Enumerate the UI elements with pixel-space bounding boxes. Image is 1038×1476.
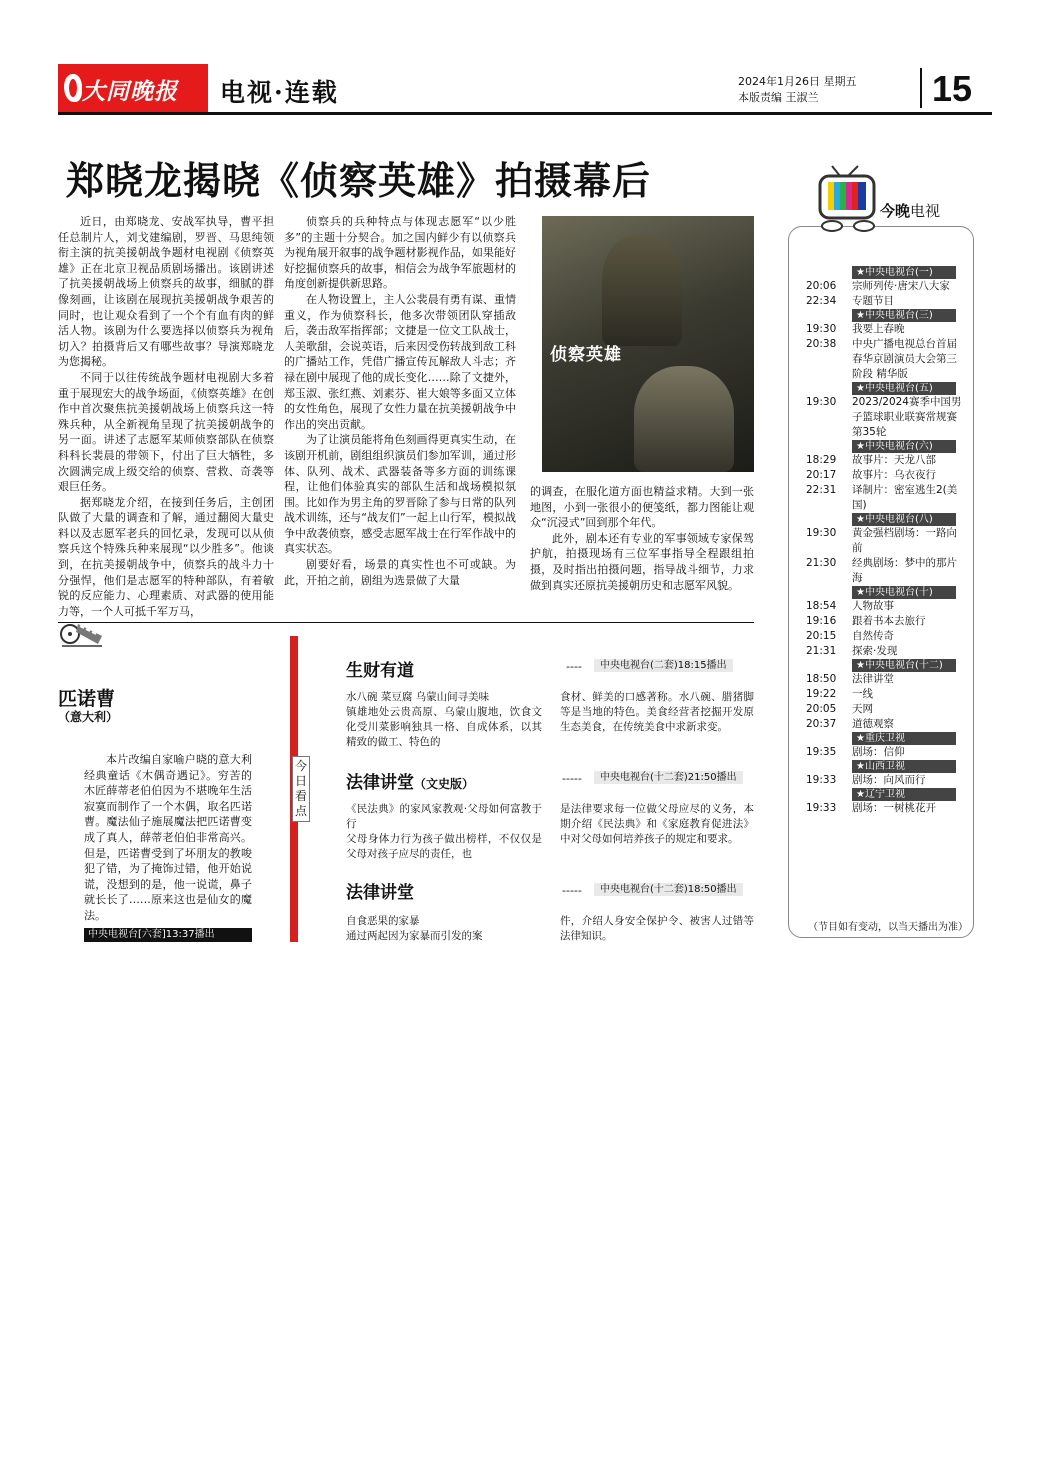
tv-program-row bbox=[806, 801, 966, 816]
tv-listing-title bbox=[880, 200, 940, 221]
tv-program-time: 19:33 bbox=[806, 774, 837, 786]
tv-program-name: 故事片：乌衣夜行 bbox=[852, 469, 936, 481]
tv-channel-label: ★中央电视台(十二) bbox=[852, 659, 956, 672]
program-desc-right: 食材、鲜美的口感著称。水八碗、腊猪脚等是当地的特色。美食经营者挖掘开发原生态美食，在传统美食中求新求变。 bbox=[560, 691, 754, 733]
tv-program-name: 跟着书本去旅行 bbox=[852, 615, 926, 627]
tv-program-name: 经典剧场：梦中的那片海 bbox=[852, 557, 957, 584]
page-number: 15 bbox=[932, 68, 973, 109]
tv-program-row bbox=[806, 599, 966, 614]
tv-program-time: 19:22 bbox=[806, 688, 837, 700]
tv-program-name: 天网 bbox=[852, 703, 873, 715]
article-headline: 郑晓龙揭晓《侦察英雄》拍摄幕后 bbox=[66, 158, 652, 203]
tv-program-row bbox=[806, 483, 966, 513]
program-airtime: 中央电视台(二套)18:15播出 bbox=[594, 659, 733, 672]
today-highlight-label: 今日看点 bbox=[292, 756, 310, 822]
feature-paragraph: 本片改编自家喻户晓的意大利经典童话《木偶奇遇记》。穷苦的木匠薛蒂老伯伯因为不堪晚年生活寂寞而制作了一个木偶，取名匹诺曹。魔法仙子施展魔法把匹诺曹变成了真人，薛蒂老伯伯非常高兴。但是，匹诺曹受到了坏朋友的教唆犯了错，为了掩饰过错，他开始说谎，没想到的是，他一说谎，鼻子就长长了……原来这也是仙女的魔法。 bbox=[84, 753, 252, 922]
tv-program-name: 故事片：天龙八部 bbox=[852, 454, 936, 466]
article-paragraph: 在人物设置上，主人公裴晨有勇有谋、重情重义，作为侦察科长，他多次带领团队穿插敌后，袭击敌军指挥部；文捷是一位文工队战士，人美歌甜，会说英语，后来因受伤转战到敌工科的广播站工作，凭借广播宣传瓦解敌人斗志；齐禄在剧中展现了他的成长变化……除了文捷外，郑玉淑、张红燕、刘素芬、崔大娘等多面又立体的女性角色，展现了女性力量在抗美援朝战争中作出的突出贡献。 bbox=[284, 292, 516, 431]
tv-title-bold: 今晚 bbox=[880, 202, 911, 220]
tv-program-row bbox=[806, 629, 966, 644]
tv-channel-label: ★中央电视台(一) bbox=[852, 266, 956, 279]
tv-channel-label: ★中央电视台(五) bbox=[852, 382, 956, 395]
logo-text: 大同晚报 bbox=[82, 78, 178, 105]
logo-mark-icon bbox=[64, 74, 82, 102]
article-paragraph: 此外，剧本还有专业的军事领域专家保驾护航，拍摄现场有三位军事指导全程跟组拍摄，及时指出拍摄问题，指导战斗细节，力求做到真实还原抗美援朝历史和志愿军风貌。 bbox=[530, 531, 754, 592]
program-desc-left: 《民法典》的家风家教观·父母如何富教于行 父母身体力行为孩子做出榜样，不仅仅是父母对孩子应尽的责任，也 bbox=[346, 803, 542, 860]
program-desc-right: 是法律要求每一位做父母应尽的义务，本期介绍《民法典》和《家庭教育促进法》中对父母如何培养孩子的规定和要求。 bbox=[560, 803, 754, 845]
photo-caption: 侦察英雄 bbox=[550, 345, 622, 365]
tv-program-row bbox=[806, 395, 966, 440]
program-dash: ---- bbox=[566, 660, 582, 673]
article-paragraph: 剧要好看，场景的真实性也不可或缺。为此，开拍之前，剧组为选景做了大量 bbox=[284, 558, 516, 587]
tv-program-name: 法律讲堂 bbox=[852, 673, 894, 685]
photo-figure bbox=[602, 236, 682, 346]
tv-program-time: 18:50 bbox=[806, 673, 837, 685]
program-title: 法律讲堂 bbox=[346, 883, 414, 903]
article-paragraph: 的调查，在服化道方面也精益求精。大到一张地图，小到一张很小的便笺纸，都力图能让观众“沉浸式”回到那个年代。 bbox=[530, 485, 754, 530]
page-editor: 本版责编 王淑兰 bbox=[738, 91, 819, 104]
issue-date: 2024年1月26日 星期五 bbox=[738, 75, 857, 88]
tv-program-name: 道德观察 bbox=[852, 718, 894, 730]
article-column-1 bbox=[58, 214, 274, 618]
tv-program-time: 20:38 bbox=[806, 338, 837, 350]
tv-channel-label: ★重庆卫视 bbox=[852, 732, 956, 745]
tv-program-row bbox=[806, 294, 966, 309]
tv-program-time: 20:15 bbox=[806, 630, 837, 642]
tv-program-row bbox=[806, 687, 966, 702]
tv-program-name: 译制片：密室逃生2(美国) bbox=[852, 484, 958, 511]
tv-channel-label: ★中央电视台(六) bbox=[852, 440, 956, 453]
television-icon bbox=[810, 164, 886, 236]
tv-program-time: 20:37 bbox=[806, 718, 837, 730]
article-paragraph: 为了让演员能将角色刻画得更真实生动，在该剧开机前，剧组组织演员们参加军训，通过形体、队列、战术、武器装备等多方面的训练课程，让他们体验真实的部队生活和战场模拟氛围。比如作为男主角的罗晋除了参与日常的队列战术训练，还与“战友们”一起上山行军，模拟战争中敌袭侦察，感受志愿军战士在行军作战中的真实状态。 bbox=[284, 433, 516, 556]
feature-subtitle: （意大利） bbox=[58, 710, 119, 724]
tv-program-name: 一线 bbox=[852, 688, 873, 700]
tv-program-time: 19:16 bbox=[806, 615, 837, 627]
tv-program-row bbox=[806, 702, 966, 717]
tv-channel-label: ★中央电视台(八) bbox=[852, 513, 956, 526]
program-desc-left: 自食恶果的家暴 通过两起因为家暴而引发的案 bbox=[346, 915, 483, 942]
program-title: 生财有道 bbox=[346, 661, 414, 681]
header-rule bbox=[58, 112, 992, 115]
article-paragraph: 侦察兵的兵种特点与体现志愿军“以少胜多”的主题十分契合。加之国内鲜少有以侦察兵为视角展开叙事的战争题材影视作品，如果能好好挖掘侦察兵的故事，相信会为战争军旅题材的角度创新提供新思路。 bbox=[284, 215, 516, 291]
tv-program-time: 20:06 bbox=[806, 280, 837, 292]
tv-program-name: 剧场：一树桃花开 bbox=[852, 802, 936, 814]
tv-channel-label: ★中央电视台(三) bbox=[852, 309, 956, 322]
tv-program-name: 人物故事 bbox=[852, 600, 894, 612]
tv-program-time: 18:54 bbox=[806, 600, 837, 612]
tv-schedule-list bbox=[806, 266, 966, 916]
article-column-3 bbox=[530, 484, 754, 608]
tv-program-name: 2023/2024赛季中国男子篮球职业联赛常规赛第35轮 bbox=[852, 396, 962, 438]
program-subtitle: （文史版） bbox=[414, 777, 475, 791]
program-airtime: 中央电视台(十二套)21:50播出 bbox=[594, 771, 743, 784]
tv-program-row bbox=[806, 337, 966, 382]
tv-program-name: 中央广播电视总台首届春华京剧演员大会第三阶段 精华版 bbox=[852, 338, 957, 380]
tv-program-row bbox=[806, 468, 966, 483]
tv-program-row bbox=[806, 745, 966, 760]
program-dash: ----- bbox=[562, 772, 582, 785]
tv-program-row bbox=[806, 526, 966, 556]
tv-program-name: 剧场：信仰 bbox=[852, 746, 905, 758]
tv-schedule-note: （节目如有变动，以当天播出为准） bbox=[808, 922, 968, 933]
tv-program-time: 19:33 bbox=[806, 802, 837, 814]
tv-channel-label: ★山西卫视 bbox=[852, 760, 956, 773]
section-title: 电视·连载 bbox=[220, 78, 339, 107]
tv-program-name: 黄金强档剧场：一路向前 bbox=[852, 527, 957, 554]
tv-program-time: 21:30 bbox=[806, 557, 837, 569]
tv-program-time: 20:05 bbox=[806, 703, 837, 715]
tv-program-row bbox=[806, 614, 966, 629]
tv-program-row bbox=[806, 672, 966, 687]
tv-program-row bbox=[806, 556, 966, 586]
drama-still-photo bbox=[542, 216, 754, 472]
program-airtime: 中央电视台(十二套)18:50播出 bbox=[594, 883, 743, 896]
tv-title-rest: 电视 bbox=[910, 202, 941, 220]
tv-program-row bbox=[806, 717, 966, 732]
tv-program-time: 19:30 bbox=[806, 323, 837, 335]
tv-program-row bbox=[806, 322, 966, 337]
newspaper-logo bbox=[58, 64, 208, 112]
article-paragraph: 据郑晓龙介绍，在接到任务后，主创团队做了大量的调查和了解，通过翻阅大量史料以及志愿军老兵的回忆录，发现可以从侦察兵这个特殊兵种来展现“以少胜多”。他谈到，在抗美援朝战争中，侦察兵的战斗力十分强悍，他们是志愿军的特种部队，有着敏锐的反应能力、心理素质、对武器的使用能力等，一个人可抵千军万马， bbox=[58, 495, 274, 618]
tv-program-name: 宗师列传·唐宋八大家 bbox=[852, 280, 950, 292]
program-desc-left: 水八碗 菜豆腐 乌蒙山间寻美味 镇雄地处云贵高原、乌蒙山腹地，饮食文化受川菜影响独具一格、自成体系，以其精致的做工、特色的 bbox=[346, 691, 542, 748]
tv-program-time: 19:30 bbox=[806, 527, 837, 539]
article-column-2 bbox=[284, 214, 516, 612]
tv-program-name: 专题节目 bbox=[852, 295, 894, 307]
tv-channel-label: ★中央电视台(十) bbox=[852, 586, 956, 599]
tv-channel-label: ★辽宁卫视 bbox=[852, 788, 956, 801]
program-title: 法律讲堂 bbox=[346, 773, 414, 793]
tv-program-row bbox=[806, 453, 966, 468]
program-desc-right: 件，介绍人身安全保护令、被害人过错等法律知识。 bbox=[560, 915, 754, 942]
photo-figure bbox=[634, 366, 734, 472]
tv-program-name: 我要上春晚 bbox=[852, 323, 905, 335]
article-paragraph: 近日，由郑晓龙、安战军执导，曹平担任总制片人，刘戈建编剧，罗晋、马思纯领衔主演的抗美援朝战争题材电视剧《侦察英雄》正在北京卫视品质剧场播出。该剧讲述了抗美援朝战场上侦察兵的故事，细腻的群像刻画，让该剧在展现抗美援朝战争艰苦的同时，也让观众看到了一个个有血有肉的鲜活人物。该剧为什么要选择以侦察兵为视角切入？拍摄背后又有哪些故事？导演郑晓龙为您揭秘。 bbox=[58, 215, 274, 369]
tv-program-time: 18:29 bbox=[806, 454, 837, 466]
tv-program-time: 19:30 bbox=[806, 396, 837, 408]
feature-body bbox=[84, 752, 252, 922]
tv-program-row bbox=[806, 279, 966, 294]
article-paragraph: 不同于以往传统战争题材电视剧大多着重于展现宏大的战争场面，《侦察英雄》在创作中首次聚焦抗美援朝战场上侦察兵这一特殊兵种，从全新视角呈现了抗美援朝战争的另一面。讲述了志愿军某师侦察部队在侦察科科长裴晨的带领下，付出了巨大牺牲，多次圆满完成上级交给的侦察、营救、奇袭等艰巨任务。 bbox=[58, 370, 274, 494]
program-heading bbox=[346, 768, 474, 793]
tv-program-time: 21:31 bbox=[806, 645, 837, 657]
tv-program-row bbox=[806, 644, 966, 659]
header-divider bbox=[920, 68, 922, 108]
tv-program-row bbox=[806, 773, 966, 788]
film-reel-icon bbox=[58, 616, 104, 650]
feature-title: 匹诺曹 bbox=[58, 688, 116, 710]
program-dash: ----- bbox=[562, 884, 582, 897]
tv-program-name: 探索·发现 bbox=[852, 645, 898, 657]
tv-program-name: 剧场：向风而行 bbox=[852, 774, 926, 786]
tv-program-time: 19:35 bbox=[806, 746, 837, 758]
tv-program-time: 22:34 bbox=[806, 295, 837, 307]
tv-program-time: 20:17 bbox=[806, 469, 837, 481]
tv-program-name: 自然传奇 bbox=[852, 630, 894, 642]
feature-airtime: 中央电视台[六套]13:37播出 bbox=[84, 928, 252, 942]
section-rule bbox=[58, 622, 754, 623]
tv-program-time: 22:31 bbox=[806, 484, 837, 496]
